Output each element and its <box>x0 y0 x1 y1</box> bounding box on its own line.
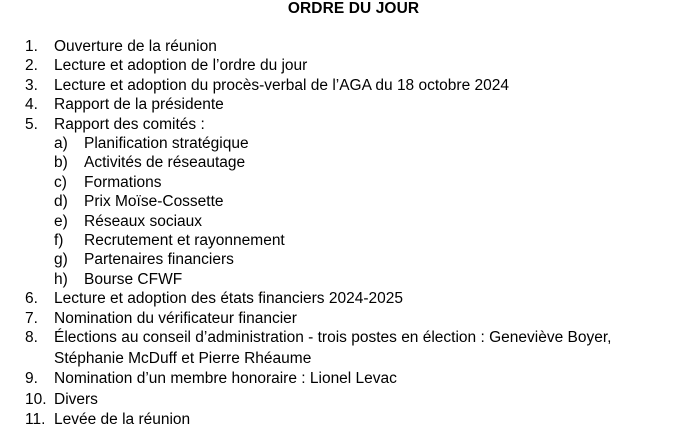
subitem-letter: b) <box>54 154 68 172</box>
subitem-text: Bourse CFWF <box>84 270 183 288</box>
subitem-text: Activités de réseautage <box>84 154 246 172</box>
agenda-item-4 <box>0 95 692 114</box>
item-text: Nomination d’un membre honoraire : Lionel Levac <box>54 370 397 388</box>
subitem-text: Recrutement et rayonnement <box>84 232 285 250</box>
agenda-item-5 <box>0 115 692 134</box>
item-number: 2. <box>25 57 38 75</box>
item-text: Élections au conseil d’administration - trois postes en élection : Geneviève Boyer, Stéphanie McDuff et Pierre Rhéaume <box>54 329 612 367</box>
item-text: Divers <box>54 390 98 408</box>
agenda-item-10 <box>0 390 692 411</box>
agenda-item-6 <box>0 289 692 308</box>
subitem-letter: h) <box>54 270 68 288</box>
item-number: 11. <box>25 411 46 429</box>
subitem-text: Partenaires financiers <box>84 251 234 269</box>
item-number: 8. <box>25 329 38 347</box>
subitem-e <box>0 212 692 231</box>
item-number: 7. <box>25 309 38 327</box>
subitem-text: Réseaux sociaux <box>84 212 203 230</box>
item-text: Rapport de la présidente <box>54 96 224 114</box>
item-text: Rapport des comités : <box>54 115 205 133</box>
subitem-d <box>0 192 692 211</box>
subitem-g <box>0 250 692 269</box>
agenda-item-9 <box>0 369 692 390</box>
subitem-text: Planification stratégique <box>84 135 249 153</box>
item-text: Levée de la réunion <box>54 411 191 429</box>
agenda-item-11 <box>0 410 692 431</box>
item-text: Lecture et adoption de l’ordre du jour <box>54 57 308 75</box>
subitem-text: Prix Moïse-Cossette <box>84 193 224 211</box>
subitem-letter: a) <box>54 135 68 153</box>
item-number: 4. <box>25 96 38 114</box>
agenda-item-2 <box>0 56 692 75</box>
subitem-letter: g) <box>54 251 68 269</box>
subitem-f <box>0 231 692 250</box>
item-text: Ouverture de la réunion <box>54 38 217 55</box>
item-number: 9. <box>25 370 38 388</box>
agenda-item-3 <box>0 76 692 95</box>
item-number: 1. <box>25 38 38 55</box>
subitem-letter: f) <box>54 232 64 250</box>
page-title: ORDRE DU JOUR <box>287 0 420 17</box>
item-text: Lecture et adoption du procès-verbal de l’AGA du 18 octobre 2024 <box>54 76 509 94</box>
item-number: 6. <box>25 290 38 308</box>
subitem-h <box>0 270 692 289</box>
subitem-c <box>0 173 692 192</box>
item-number: 3. <box>25 76 38 94</box>
subitem-b <box>0 153 692 172</box>
agenda-item-1 <box>0 37 692 56</box>
item-text: Lecture et adoption des états financiers 2024-2025 <box>54 290 403 308</box>
agenda-list <box>0 37 692 431</box>
item-number: 10. <box>25 390 47 408</box>
subitem-letter: d) <box>54 193 68 211</box>
subitem-letter: e) <box>54 212 68 230</box>
agenda-item-8 <box>0 328 692 369</box>
item-text: Nomination du vérificateur financier <box>54 309 297 327</box>
subitem-letter: c) <box>54 173 67 191</box>
agenda-item-7 <box>0 309 692 328</box>
item-number: 5. <box>25 115 38 133</box>
subitem-a <box>0 134 692 153</box>
subitem-text: Formations <box>84 173 162 191</box>
